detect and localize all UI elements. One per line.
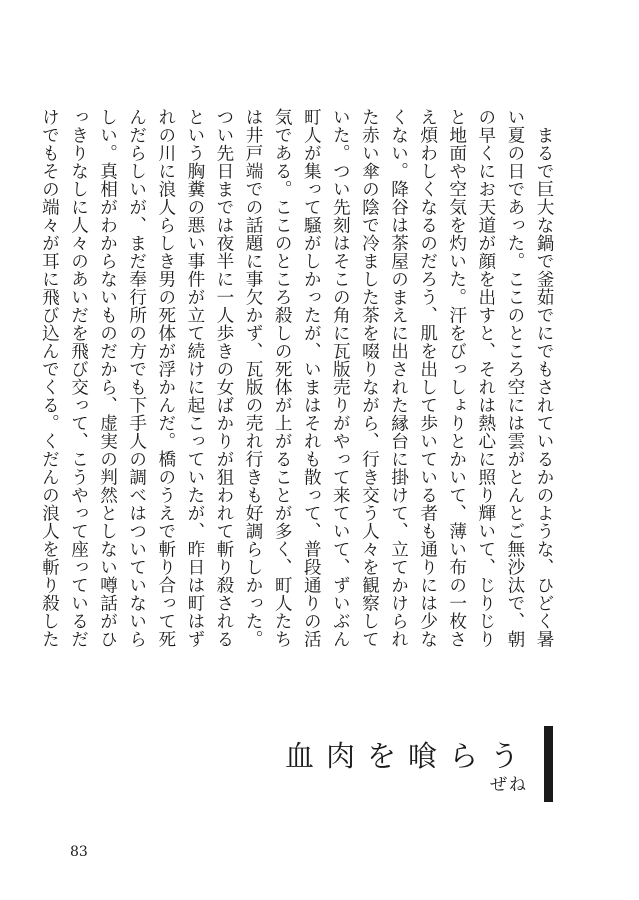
- text-line: え煩わしくなるのだろう、肌を出して歩いている者も通りには少な: [417, 108, 438, 648]
- text-line: しい。真相がわからないものだから、虚実の判然としない噂話がひ: [97, 108, 118, 648]
- page-number: 83: [70, 844, 88, 860]
- text-line: けでもその端々が耳に飛び込んでくる。くだんの浪人を斬り殺した: [39, 108, 60, 648]
- author-name: ぜね: [490, 775, 528, 795]
- text-line: の早くにお天道が顔を出すと、それは熱心に照り輝いて、じりじり: [475, 108, 496, 648]
- vertical-body-text: [39, 108, 558, 648]
- text-line: まるで巨大な鍋で釜茹でにでもされているかのような、ひどく暑: [534, 108, 554, 648]
- text-line: 気である。ここのところ殺しの死体が上がることが多く、町人たち: [272, 108, 293, 648]
- text-line: くない。降谷は茶屋のまえに出された縁台に掛けて、立てかけられ: [388, 108, 409, 648]
- text-line: んだらしいが、まだ奉行所の方でも下手人の調べはついていないら: [126, 108, 147, 648]
- text-line: 町人が集って騒がしかったが、いまはそれも散って、普段通りの活: [301, 108, 322, 648]
- text-line: れの川に浪人らしき男の死体が浮かんだ。橋のうえで斬り合って死: [155, 108, 176, 648]
- text-line: っきりなしに人々のあいだを飛び交って、こうやって座っているだ: [68, 108, 89, 648]
- text-line: という胸糞の悪い事件が立て続けに起こっていたが、昨日は町はず: [184, 108, 205, 648]
- text-line: いた。つい先刻はそこの角に瓦版売りがやって来ていて、ずいぶん: [330, 108, 351, 648]
- title-vertical-rule: [544, 726, 553, 802]
- story-title: 血肉を喰らう: [284, 739, 531, 773]
- text-line: は井戸端での話題に事欠かず、瓦版の売れ行きも好調らしかった。: [243, 108, 264, 648]
- text-line: た赤い傘の陰で冷ました茶を啜りながら、行き交う人々を観察して: [359, 108, 380, 648]
- text-line: つい先日までは夜半に一人歩きの女ばかりが狙われて斬り殺される: [213, 108, 234, 648]
- text-line: い夏の日であった。ここのところ空には雲がとんとご無沙汰で、朝: [504, 108, 525, 648]
- text-line: と地面や空気を灼いた。汗をびっしょりとかいて、薄い布の一枚さ: [446, 108, 467, 648]
